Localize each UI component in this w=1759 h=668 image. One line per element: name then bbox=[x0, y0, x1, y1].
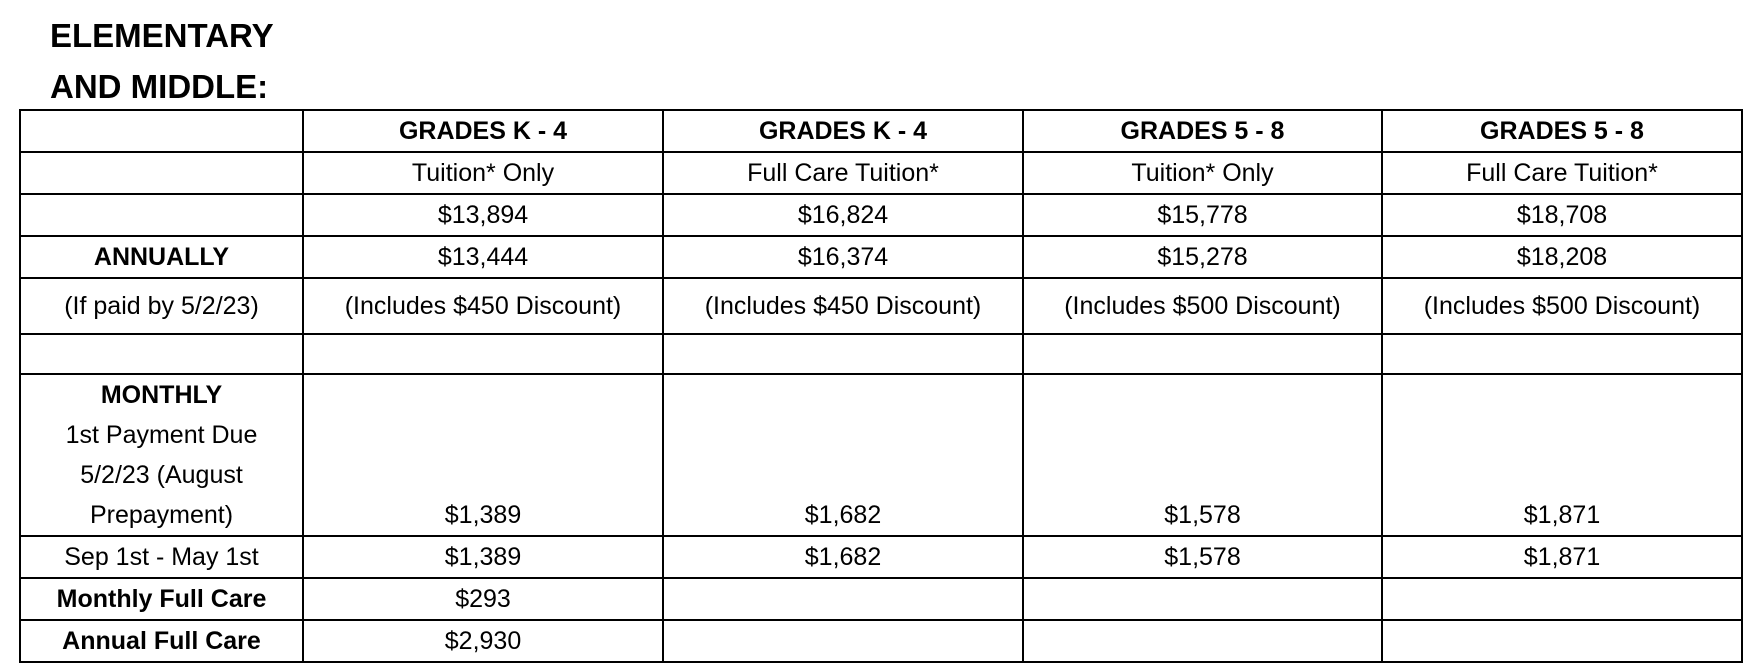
monthly-full-care-row bbox=[20, 578, 1742, 620]
price-cell: $15,778 bbox=[1023, 194, 1382, 236]
price-cell: $13,444 bbox=[303, 236, 663, 278]
empty-cell bbox=[20, 334, 303, 374]
empty-cell bbox=[1382, 578, 1742, 620]
empty-cell bbox=[663, 620, 1023, 662]
price-cell: $1,389 bbox=[303, 536, 663, 578]
row-label-annual-full-care: Annual Full Care bbox=[20, 620, 303, 662]
empty-label-cell bbox=[20, 194, 303, 236]
price-cell: $1,682 bbox=[663, 374, 1023, 536]
column-header-grade: GRADES 5 - 8 bbox=[1023, 110, 1382, 152]
column-header-type: Tuition* Only bbox=[303, 152, 663, 194]
monthly-line-1: 1st Payment Due bbox=[65, 421, 258, 449]
annual-full-care-row bbox=[20, 620, 1742, 662]
discount-note-cell: (Includes $500 Discount) bbox=[1382, 278, 1742, 334]
price-cell: $15,278 bbox=[1023, 236, 1382, 278]
title-line-1: ELEMENTARY bbox=[50, 17, 274, 54]
empty-cell bbox=[1023, 334, 1382, 374]
row-label-sep-may: Sep 1st - May 1st bbox=[20, 536, 303, 578]
column-header-type: Full Care Tuition* bbox=[1382, 152, 1742, 194]
price-cell: $13,894 bbox=[303, 194, 663, 236]
price-cell: $2,930 bbox=[303, 620, 663, 662]
empty-cell bbox=[663, 334, 1023, 374]
price-cell: $18,208 bbox=[1382, 236, 1742, 278]
price-cell: $1,578 bbox=[1023, 536, 1382, 578]
empty-cell bbox=[1382, 334, 1742, 374]
empty-cell bbox=[1023, 620, 1382, 662]
price-cell: $16,824 bbox=[663, 194, 1023, 236]
row-label-monthly bbox=[20, 374, 303, 536]
monthly-line-2: 5/2/23 (August bbox=[80, 461, 243, 489]
column-header-type: Full Care Tuition* bbox=[663, 152, 1023, 194]
price-cell: $1,871 bbox=[1382, 374, 1742, 536]
spacer-row bbox=[20, 334, 1742, 374]
row-label-discount-deadline: (If paid by 5/2/23) bbox=[20, 278, 303, 334]
empty-cell bbox=[303, 334, 663, 374]
discount-note-cell: (Includes $500 Discount) bbox=[1023, 278, 1382, 334]
empty-cell bbox=[663, 578, 1023, 620]
empty-cell bbox=[1382, 620, 1742, 662]
discount-note-cell: (Includes $450 Discount) bbox=[663, 278, 1023, 334]
monthly-line-3: Prepayment) bbox=[89, 501, 234, 529]
monthly-title: MONTHLY bbox=[100, 381, 223, 409]
column-header-grade: GRADES K - 4 bbox=[663, 110, 1023, 152]
column-header-grade: GRADES 5 - 8 bbox=[1382, 110, 1742, 152]
price-cell: $16,374 bbox=[663, 236, 1023, 278]
column-header-grade: GRADES K - 4 bbox=[303, 110, 663, 152]
corner-cell bbox=[20, 110, 303, 152]
empty-cell bbox=[1023, 578, 1382, 620]
row-label-monthly-full-care: Monthly Full Care bbox=[20, 578, 303, 620]
monthly-row bbox=[20, 374, 1742, 536]
sep-may-row bbox=[20, 536, 1742, 578]
grade-header-row bbox=[20, 110, 1742, 152]
row-label-annually: ANNUALLY bbox=[20, 236, 303, 278]
title-line-2: AND MIDDLE: bbox=[50, 68, 269, 105]
tuition-table bbox=[19, 109, 1743, 663]
column-header-type: Tuition* Only bbox=[1023, 152, 1382, 194]
price-cell: $293 bbox=[303, 578, 663, 620]
price-cell: $18,708 bbox=[1382, 194, 1742, 236]
document-title bbox=[50, 10, 274, 112]
type-header-row bbox=[20, 152, 1742, 194]
annually-row bbox=[20, 236, 1742, 278]
discount-row bbox=[20, 278, 1742, 334]
discount-note-cell: (Includes $450 Discount) bbox=[303, 278, 663, 334]
price-cell: $1,578 bbox=[1023, 374, 1382, 536]
price-cell: $1,871 bbox=[1382, 536, 1742, 578]
price-cell: $1,682 bbox=[663, 536, 1023, 578]
empty-label-cell bbox=[20, 152, 303, 194]
price-cell: $1,389 bbox=[303, 374, 663, 536]
base-price-row bbox=[20, 194, 1742, 236]
